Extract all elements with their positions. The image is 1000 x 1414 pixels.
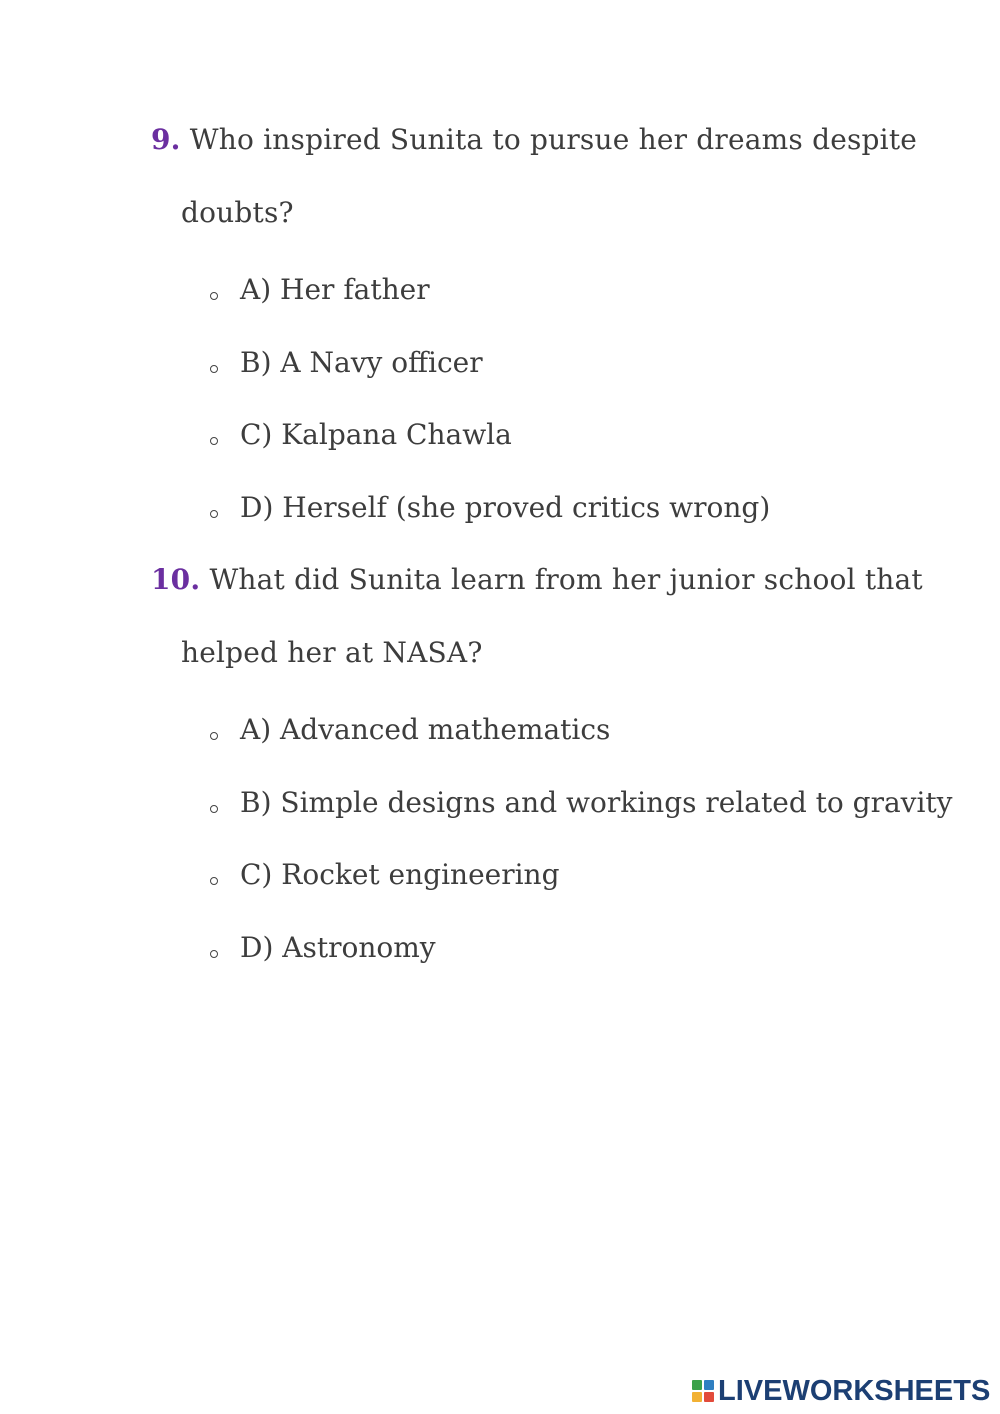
- option-9c[interactable]: [210, 418, 512, 452]
- option-label: B) Simple designs and workings related to gravity: [240, 786, 953, 819]
- option-10d[interactable]: [210, 931, 436, 965]
- option-9a[interactable]: [210, 273, 430, 307]
- liveworksheets-logo: [692, 1374, 990, 1408]
- logo-square-v: [692, 1392, 702, 1402]
- option-label: A) Her father: [240, 273, 430, 306]
- question-9-line2: [181, 196, 294, 230]
- question-text-continued: helped her at NASA?: [181, 636, 483, 669]
- question-text: What did Sunita learn from her junior school that: [209, 563, 923, 596]
- logo-square-l: [692, 1380, 702, 1390]
- option-label: A) Advanced mathematics: [240, 713, 611, 746]
- liveworksheets-logo-icon: [692, 1380, 714, 1402]
- option-label: C) Kalpana Chawla: [240, 418, 512, 451]
- question-9-line1: [151, 123, 917, 157]
- option-label: D) Astronomy: [240, 931, 436, 964]
- circle-bullet-icon: [210, 437, 218, 445]
- option-9d[interactable]: [210, 491, 770, 525]
- circle-bullet-icon: [210, 292, 218, 300]
- option-10c[interactable]: [210, 858, 560, 892]
- option-label: B) A Navy officer: [240, 346, 483, 379]
- option-9b[interactable]: [210, 346, 483, 380]
- question-text-continued: doubts?: [181, 196, 294, 229]
- logo-text: LIVEWORKSHEETS: [718, 1375, 991, 1407]
- question-text: Who inspired Sunita to pursue her dreams despite: [189, 123, 918, 156]
- question-10-line2: [181, 636, 483, 670]
- option-label: D) Herself (she proved critics wrong): [240, 491, 771, 524]
- option-10b[interactable]: [210, 786, 953, 820]
- circle-bullet-icon: [210, 732, 218, 740]
- logo-square-i: [704, 1380, 714, 1390]
- circle-bullet-icon: [210, 805, 218, 813]
- option-label: C) Rocket engineering: [240, 858, 560, 891]
- circle-bullet-icon: [210, 877, 218, 885]
- circle-bullet-icon: [210, 950, 218, 958]
- option-10a[interactable]: [210, 713, 610, 747]
- question-number: 10.: [151, 563, 201, 596]
- circle-bullet-icon: [210, 365, 218, 373]
- circle-bullet-icon: [210, 510, 218, 518]
- question-number: 9.: [151, 123, 181, 156]
- question-10-line1: [151, 563, 923, 597]
- logo-square-e: [704, 1392, 714, 1402]
